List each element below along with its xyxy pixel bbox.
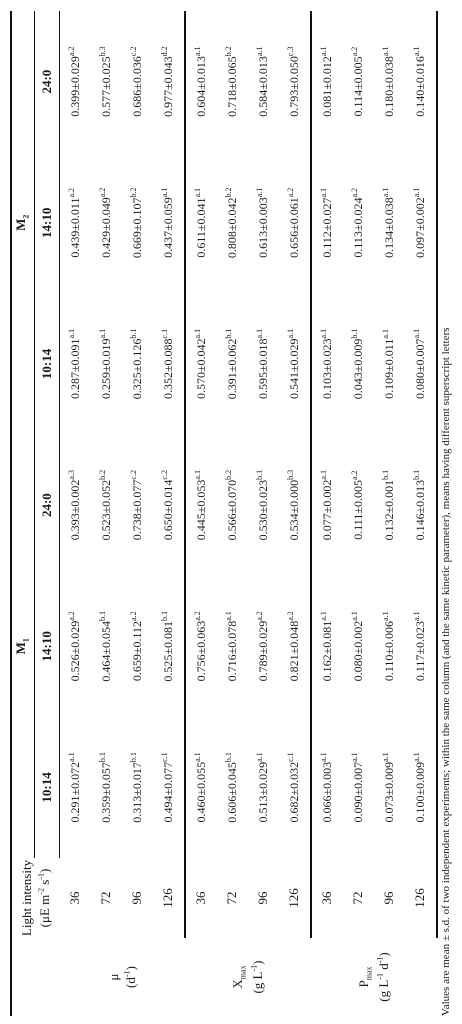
light-intensity-cell: 72 [350,891,366,905]
table-row [91,11,122,1016]
value-cell: $0.494\pm 0.077^{c.1}$ [153,717,185,858]
value-cell: $0.080\pm 0.007^{a.1}$ [405,293,437,434]
light-intensity-cell: 72 [224,891,240,905]
value-cell: $0.391\pm 0.062^{b.1}$ [224,328,240,400]
table-row [343,11,374,1016]
value-cell: $0.132\pm 0.001^{b.1}$ [381,469,397,541]
light-intensity-header [11,858,60,938]
param-label: $X_{max}$ (g $L^{-1}$) [230,960,266,994]
data-table [10,11,438,1016]
value-cell: $0.526\pm 0.029^{a.2}$ [67,611,83,682]
light-intensity-cell: 36 [193,891,209,905]
value-cell: $0.113\pm 0.024^{a.2}$ [350,187,366,258]
value-cell: $0.140\pm 0.016^{a.1}$ [405,11,437,152]
time-header: 10:14 [35,717,60,858]
value-cell: $0.100\pm 0.009^{a.1}$ [405,717,437,858]
time-header: 10:14 [35,293,60,434]
value-cell: $0.686\pm 0.036^{c.2}$ [129,46,145,117]
value-cell: $0.291\pm 0.072^{a.1}$ [67,752,83,823]
time-header: 14:10 [35,576,60,717]
value-cell: $0.352\pm 0.088^{c.1}$ [153,293,185,434]
value-cell: $0.112\pm 0.027^{a.1}$ [319,187,335,258]
value-cell: $0.090\pm 0.007^{a.1}$ [350,752,366,823]
value-cell: $0.117\pm 0.023^{a.1}$ [405,576,437,717]
value-cell: $0.464\pm 0.054^{b.1}$ [98,610,114,682]
table-body [60,11,438,1016]
value-cell: $0.682\pm 0.032^{c.1}$ [279,717,311,858]
table-row [311,11,343,1016]
value-cell: $0.738\pm 0.077^{c.2}$ [129,470,145,541]
value-cell: $0.756\pm 0.063^{a.2}$ [193,611,209,682]
value-cell: $0.821\pm 0.048^{a.2}$ [279,576,311,717]
value-cell: $0.534\pm 0.000^{b.3}$ [279,435,311,576]
value-cell: $0.439\pm 0.011^{a.2}$ [67,187,83,258]
value-cell: $0.525\pm 0.081^{b.1}$ [153,576,185,717]
light-intensity-cell: 126 [153,858,185,938]
value-cell: $0.613\pm 0.003^{a.1}$ [255,187,271,258]
value-cell: $0.081\pm 0.012^{a.1}$ [319,46,335,117]
param-label: $P_{max}$ (g $L^{-1}$ $d^{-1}$) [356,952,392,1002]
value-cell: $0.110\pm 0.006^{a.1}$ [381,611,397,682]
value-cell: $0.793\pm 0.050^{c.3}$ [279,11,311,152]
value-cell: $0.313\pm 0.017^{b.1}$ [129,752,145,823]
value-cell: $0.393\pm 0.002^{a.3}$ [67,470,83,541]
value-cell: $0.043\pm 0.009^{b.1}$ [350,328,366,400]
value-cell: $0.359\pm 0.057^{b.1}$ [98,752,114,823]
time-header: 24:0 [35,11,60,152]
value-cell: $0.606\pm 0.045^{b.1}$ [224,752,240,823]
value-cell: $0.146\pm 0.013^{b.1}$ [405,435,437,576]
value-cell: $0.445\pm 0.053^{a.1}$ [193,470,209,541]
value-cell: $0.437\pm 0.059^{a.1}$ [153,152,185,293]
group-header-m1: $M_1$ [11,435,35,858]
value-cell: $0.566\pm 0.070^{b.2}$ [224,469,240,541]
value-cell: $0.808\pm 0.042^{b.2}$ [224,187,240,259]
light-intensity-cell: 72 [98,891,114,905]
value-cell: $0.180\pm 0.038^{a.1}$ [381,46,397,117]
table-row [217,11,248,1016]
value-cell: $0.162\pm 0.081^{a.1}$ [319,611,335,682]
group-header-m2: $M_2$ [11,11,35,435]
value-cell: $0.460\pm 0.055^{a.1}$ [193,752,209,823]
light-intensity-unit: (μE $m^{-2}$ $s^{-1}$) [36,868,52,928]
value-cell: $0.097\pm 0.002^{a.1}$ [405,152,437,293]
value-cell: $0.584\pm 0.013^{a.1}$ [255,46,271,117]
table-row [153,11,185,1016]
table-row [279,11,311,1016]
footnote: Values are mean ± s.d. of two independent experiments; within the same column (and the same kinetic parameter), means having different superscript letters [440,327,452,1016]
value-cell: $0.541\pm 0.029^{a.1}$ [279,293,311,434]
value-cell: $0.669\pm 0.107^{b.2}$ [129,187,145,259]
value-cell: $0.325\pm 0.126^{b.1}$ [129,328,145,400]
table-row [374,11,405,1016]
light-intensity-cell: 96 [255,891,271,905]
light-intensity-cell: 126 [279,858,311,938]
param-header [11,938,60,1016]
light-intensity-label: Light intensity [19,859,35,937]
table-row [185,11,217,1016]
param-label: μ $(d^{-1})$ [105,966,139,988]
value-cell: $0.109\pm 0.011^{a.1}$ [381,329,397,399]
value-cell: $0.716\pm 0.078^{a.1}$ [224,611,240,682]
value-cell: $0.259\pm 0.019^{a.1}$ [98,328,114,400]
value-cell: $0.399\pm 0.029^{a.2}$ [67,46,83,117]
light-intensity-cell: 96 [381,891,397,905]
value-cell: $0.513\pm 0.029^{a.1}$ [255,752,271,823]
value-cell: $0.659\pm 0.112^{a.2}$ [129,611,145,682]
value-cell: $0.523\pm 0.052^{b.2}$ [98,469,114,541]
value-cell: $0.103\pm 0.023^{a.1}$ [319,328,335,400]
table-row [248,11,279,1016]
light-intensity-cell: 96 [129,891,145,905]
value-cell: $0.977\pm 0.043^{d.2}$ [153,11,185,152]
value-cell: $0.604\pm 0.013^{a.1}$ [193,46,209,117]
table-row [122,11,153,1016]
light-intensity-cell: 36 [67,891,83,905]
value-cell: $0.077\pm 0.002^{a.1}$ [319,470,335,541]
time-header: 14:10 [35,152,60,293]
value-cell: $0.595\pm 0.018^{a.1}$ [255,328,271,400]
value-cell: $0.073\pm 0.009^{a.1}$ [381,752,397,823]
value-cell: $0.656\pm 0.061^{a.2}$ [279,152,311,293]
value-cell: $0.650\pm 0.014^{c.2}$ [153,435,185,576]
value-cell: $0.789\pm 0.029^{a.2}$ [255,611,271,682]
value-cell: $0.577\pm 0.025^{b.3}$ [98,46,114,117]
value-cell: $0.066\pm 0.003^{a.1}$ [319,752,335,823]
time-header: 24:0 [35,435,60,576]
value-cell: $0.611\pm 0.041^{a.1}$ [193,187,209,258]
value-cell: $0.718\pm 0.065^{b.2}$ [224,46,240,117]
table-row [60,11,92,1016]
value-cell: $0.530\pm 0.023^{b.1}$ [255,469,271,541]
value-cell: $0.429\pm 0.049^{a.2}$ [98,187,114,258]
table-row [405,11,437,1016]
light-intensity-cell: 36 [319,891,335,905]
light-intensity-cell: 126 [405,858,437,938]
value-cell: $0.080\pm 0.002^{a.1}$ [350,611,366,682]
value-cell: $0.134\pm 0.038^{a.1}$ [381,187,397,258]
value-cell: $0.114\pm 0.005^{a.2}$ [350,46,366,117]
value-cell: $0.287\pm 0.091^{a.1}$ [67,328,83,400]
value-cell: $0.570\pm 0.042^{a.1}$ [193,328,209,400]
value-cell: $0.111\pm 0.005^{a.2}$ [350,470,366,540]
